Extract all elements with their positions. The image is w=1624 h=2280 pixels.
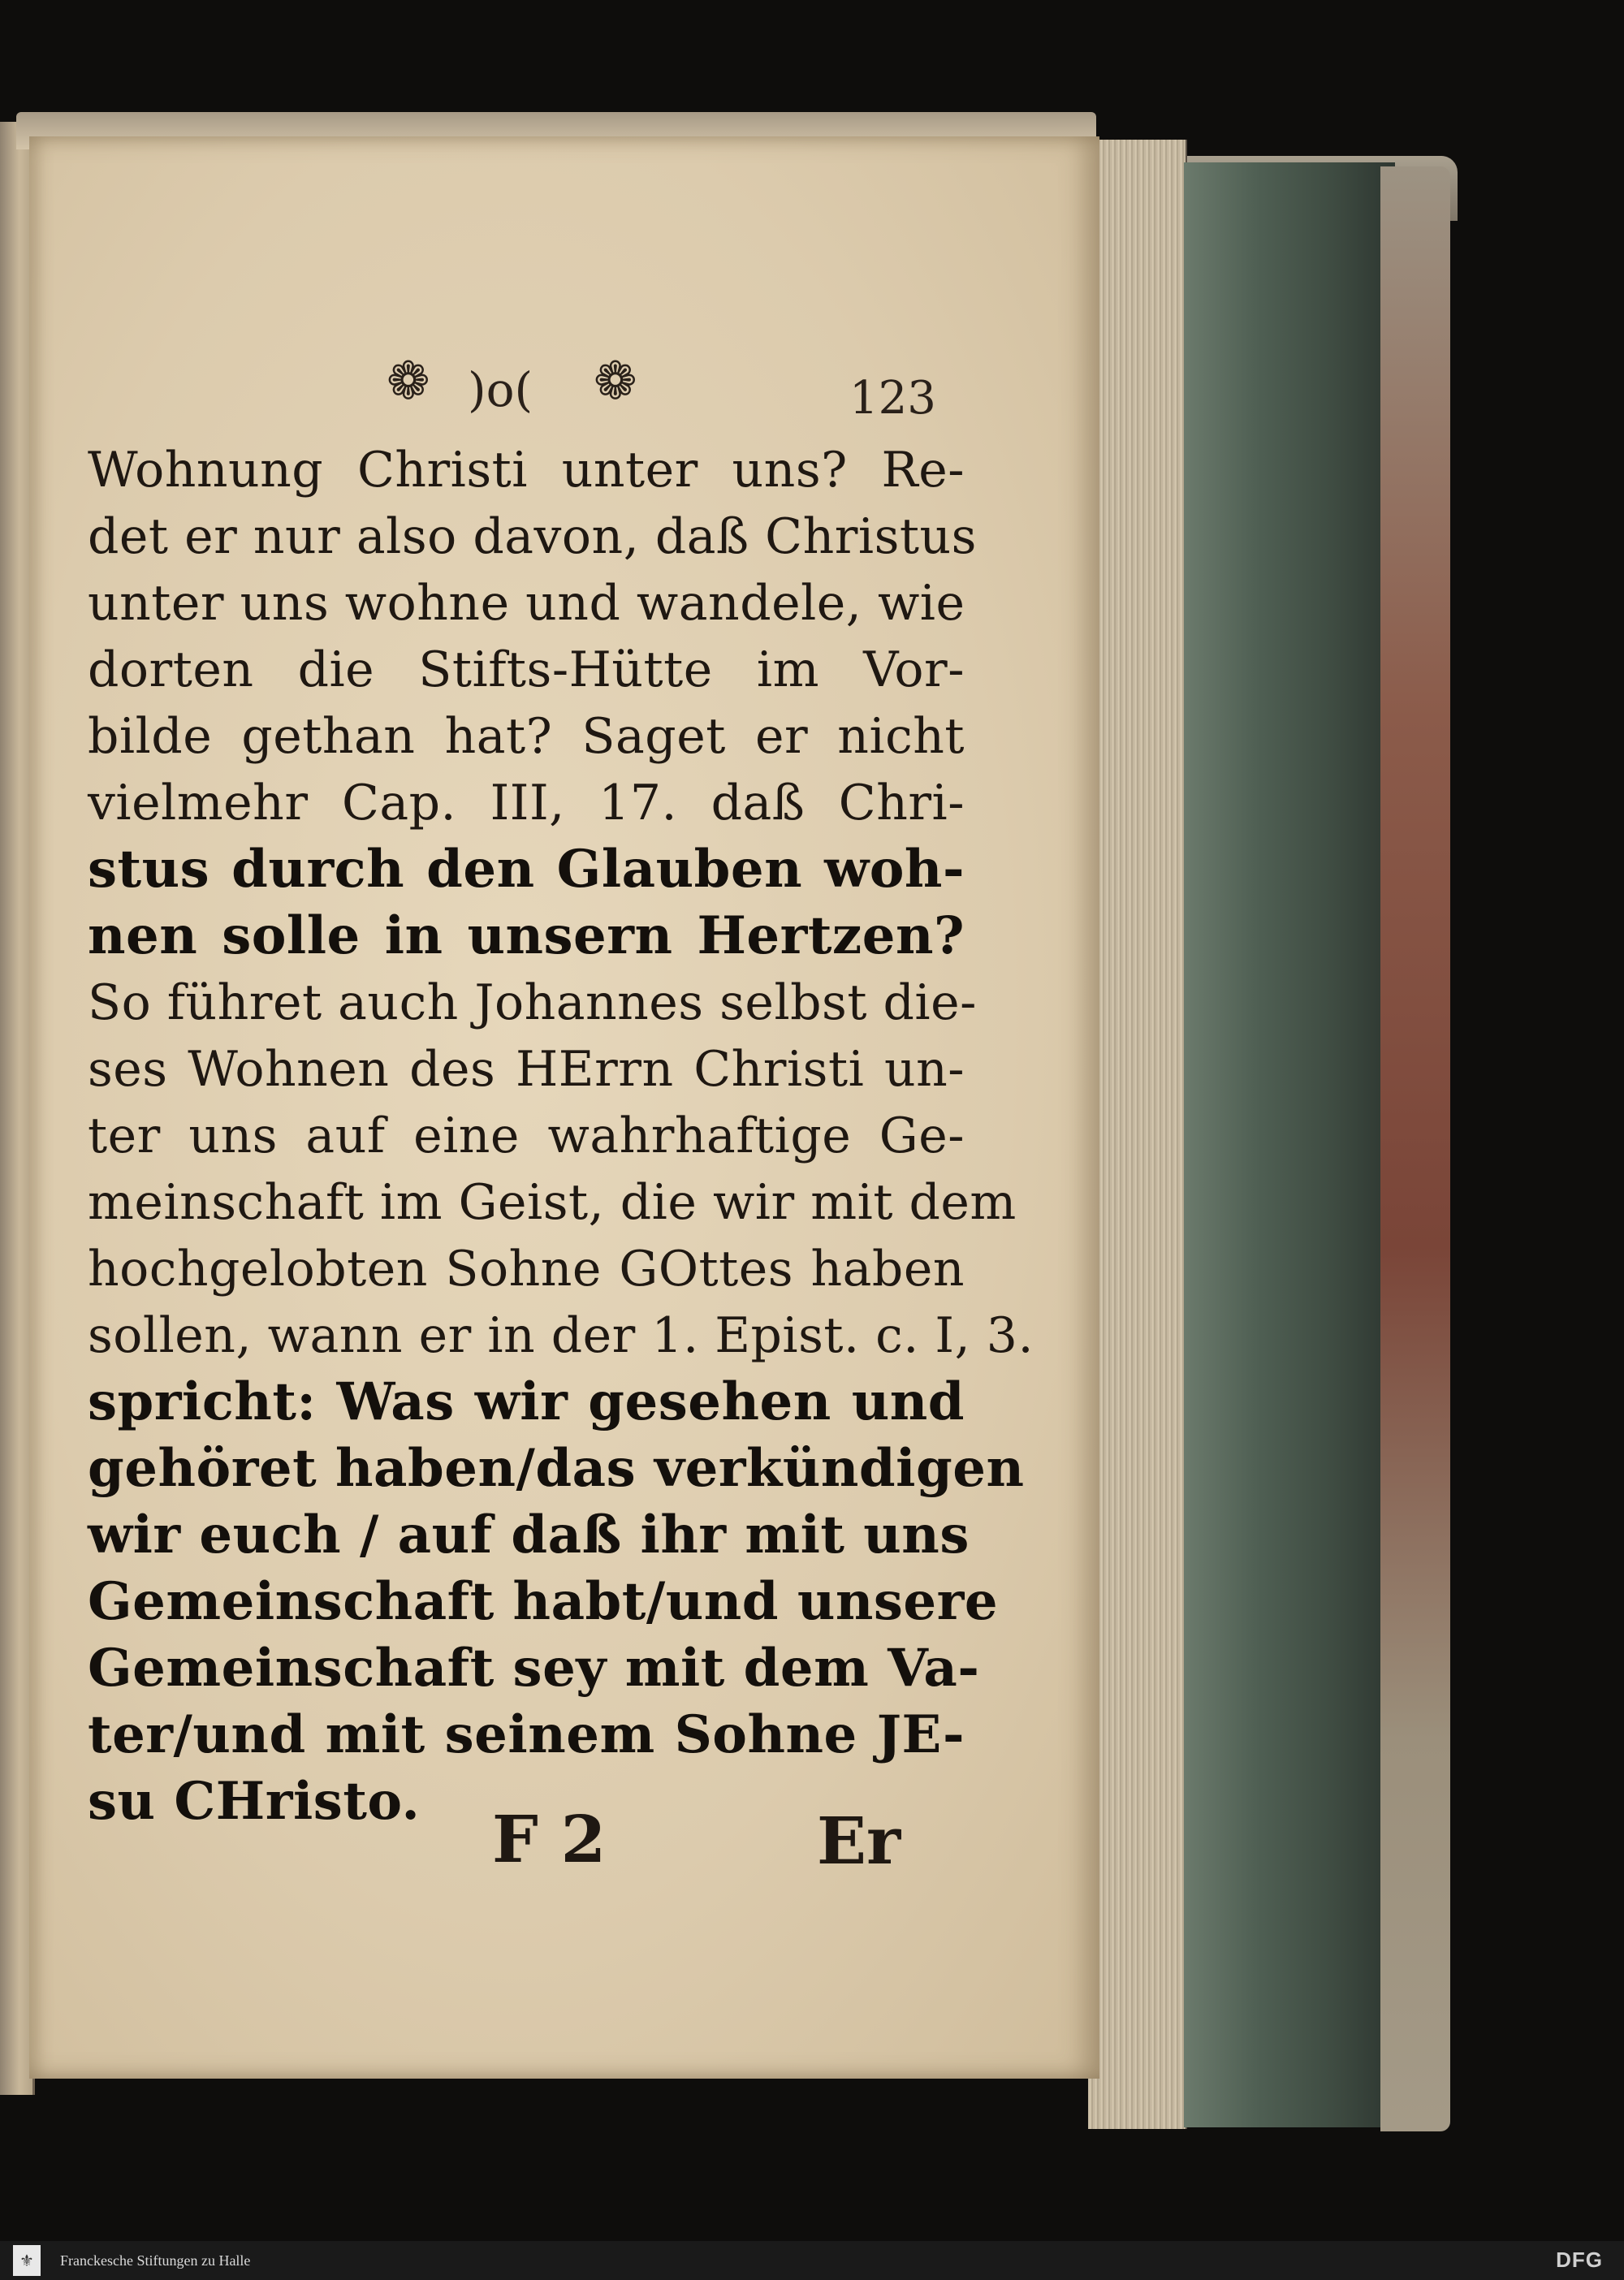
text-line: unter uns wohne und wandele, wie: [88, 575, 965, 632]
text-line: wir euch / auf daß ihr mit uns: [88, 1505, 970, 1565]
book-cover: [1380, 166, 1450, 2131]
text-line: det er nur also davon, daß Christus: [88, 508, 977, 565]
flower-ornament-icon: ❁: [387, 352, 430, 412]
institution-logo-icon: ⚜: [13, 2245, 41, 2276]
text-line: nen solle in unsern Hertzen?: [88, 905, 965, 966]
text-line: bilde gethan hat? Saget er nicht: [88, 708, 965, 765]
dfg-logo: DFG: [1556, 2248, 1603, 2272]
text-line: ter/und mit seinem Sohne JE-: [88, 1704, 965, 1765]
text-line: su CHristo.: [88, 1771, 421, 1832]
body-text: [88, 437, 1034, 1835]
text-line: meinschaft im Geist, die wir mit dem: [88, 1174, 1017, 1231]
text-line: Wohnung Christi unter uns? Re-: [88, 442, 965, 499]
text-line: Gemeinschaft habt/und unsere: [88, 1571, 999, 1632]
text-line: vielmehr Cap. III, 17. daß Chri-: [88, 775, 965, 831]
viewer-footer-bar: [0, 2241, 1624, 2280]
flower-ornament-icon: ❁: [594, 352, 637, 412]
show-through-text: [94, 1683, 939, 1716]
book-page: [29, 136, 1099, 2079]
catchword: Er: [817, 1803, 901, 1879]
page-number: 123: [849, 372, 936, 425]
text-line: sollen, wann er in der 1. Epist. c. I, 3.: [88, 1307, 1034, 1364]
text-line: So führet auch Johannes selbst die-: [88, 974, 977, 1031]
text-line: dorten die Stifts-Hütte im Vor-: [88, 641, 965, 698]
text-line: ses Wohnen des HErrn Christi un-: [88, 1041, 965, 1098]
show-through-text: [94, 1724, 939, 1756]
text-line: gehöret haben/das verkündigen: [88, 1438, 1025, 1499]
head-mark: )o(: [468, 362, 533, 417]
page-stack-edge: [1088, 140, 1187, 2129]
text-line: stus durch den Glauben woh-: [88, 839, 965, 900]
text-line: ter uns auf eine wahrhaftige Ge-: [88, 1108, 965, 1164]
fore-edge: [1184, 162, 1395, 2127]
running-head: [29, 352, 1099, 429]
text-line: spricht: Was wir gesehen und: [88, 1371, 965, 1432]
signature-mark: F 2: [492, 1801, 607, 1877]
text-line: hochgelobten Sohne GOttes haben: [88, 1241, 965, 1298]
text-line: Gemeinschaft sey mit dem Va-: [88, 1638, 980, 1699]
institution-name: Franckesche Stiftungen zu Halle: [60, 2252, 251, 2269]
